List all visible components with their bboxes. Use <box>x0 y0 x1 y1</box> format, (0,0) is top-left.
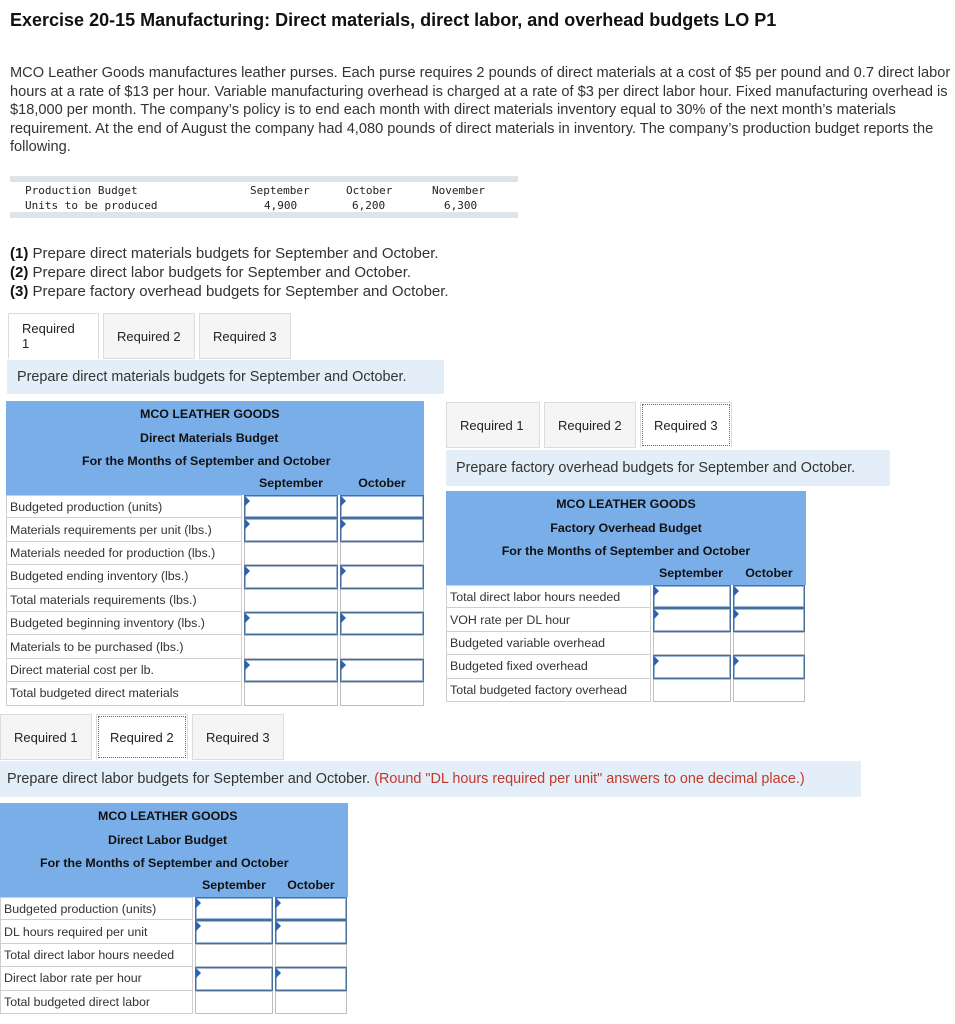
budget-period: For the Months of September and October <box>501 544 751 558</box>
input-marker-icon <box>196 898 201 908</box>
production-budget-table <box>10 176 518 218</box>
col-september: September <box>658 566 724 580</box>
october-input[interactable] <box>340 518 424 541</box>
row-label: Total budgeted direct labor <box>0 991 193 1014</box>
october-input[interactable] <box>275 967 347 990</box>
october-input[interactable] <box>733 585 805 608</box>
budget-row <box>446 655 805 678</box>
input-marker-icon <box>654 656 659 666</box>
budget-name: Factory Overhead Budget <box>550 521 702 535</box>
row-label: Budgeted fixed overhead <box>446 655 651 678</box>
input-marker-icon <box>245 613 250 623</box>
row-label: DL hours required per unit <box>0 920 193 943</box>
october-input[interactable] <box>340 589 424 612</box>
rounding-note: (Round "DL hours required per unit" answers to one decimal place.) <box>374 771 805 787</box>
row-label: Total budgeted factory overhead <box>446 679 651 702</box>
september-input[interactable] <box>244 565 338 588</box>
input-marker-icon <box>245 519 250 529</box>
direct-materials-budget <box>6 401 424 701</box>
row-label: Budgeted variable overhead <box>446 632 651 655</box>
col-september: September <box>201 878 267 892</box>
september-input[interactable] <box>244 495 338 518</box>
tab-required-3[interactable]: Required 3 <box>192 714 284 760</box>
labor-tabs <box>0 714 288 760</box>
row-label: VOH rate per DL hour <box>446 608 651 631</box>
input-marker-icon <box>341 660 346 670</box>
september-input[interactable] <box>244 612 338 635</box>
row-label: Budgeted ending inventory (lbs.) <box>6 565 242 588</box>
company-name: MCO LEATHER GOODS <box>98 809 238 823</box>
september-input[interactable] <box>195 897 273 920</box>
september-input[interactable] <box>195 967 273 990</box>
october-input[interactable] <box>275 991 347 1014</box>
row-label: Total direct labor hours needed <box>446 585 651 608</box>
october-input[interactable] <box>340 682 424 705</box>
materials-prompt: Prepare direct materials budgets for September and October. <box>7 360 444 394</box>
input-marker-icon <box>734 609 739 619</box>
col-september: September <box>250 184 310 197</box>
factory-overhead-budget <box>446 491 806 697</box>
october-input[interactable] <box>733 655 805 678</box>
input-marker-icon <box>245 566 250 576</box>
september-input[interactable] <box>195 991 273 1014</box>
input-marker-icon <box>654 609 659 619</box>
input-marker-icon <box>276 921 281 931</box>
tab-required-1[interactable]: Required 1 <box>8 313 99 359</box>
september-input[interactable] <box>244 518 338 541</box>
tab-required-3[interactable]: Required 3 <box>199 313 291 359</box>
budget-row <box>6 542 424 565</box>
value-november: 6,300 <box>444 199 478 212</box>
input-marker-icon <box>341 496 346 506</box>
october-input[interactable] <box>340 659 424 682</box>
tab-required-2[interactable]: Required 2 <box>96 714 188 760</box>
tab-required-3[interactable]: Required 3 <box>640 402 732 448</box>
budget-row <box>0 897 347 920</box>
row-label: Direct labor rate per hour <box>0 967 193 990</box>
tab-required-2[interactable]: Required 2 <box>544 402 636 448</box>
budget-row <box>446 632 805 655</box>
october-input[interactable] <box>275 944 347 967</box>
input-marker-icon <box>245 660 250 670</box>
september-input[interactable] <box>244 635 338 658</box>
tab-required-1[interactable]: Required 1 <box>446 402 540 448</box>
september-input[interactable] <box>195 920 273 943</box>
budget-period: For the Months of September and October <box>82 454 331 468</box>
input-marker-icon <box>341 519 346 529</box>
instruction-3: (3) Prepare factory overhead budgets for September and October. <box>10 283 449 300</box>
budget-row <box>6 589 424 612</box>
row-label: Materials requirements per unit (lbs.) <box>6 518 242 541</box>
labor-prompt: Prepare direct labor budgets for September and October. (Round "DL hours required per unit" answers to one decimal place.) <box>0 761 861 797</box>
row-label: Budgeted production (units) <box>0 897 193 920</box>
october-input[interactable] <box>340 635 424 658</box>
budget-row <box>6 565 424 588</box>
budget-row <box>0 920 347 943</box>
budget-row <box>6 635 424 658</box>
exercise-title: Exercise 20-15 Manufacturing: Direct materials, direct labor, and overhead budgets LO P1 <box>10 10 777 30</box>
company-name: MCO LEATHER GOODS <box>556 497 696 511</box>
overhead-prompt: Prepare factory overhead budgets for September and October. <box>446 450 890 486</box>
budget-row <box>446 679 805 702</box>
row-label: Direct material cost per lb. <box>6 659 242 682</box>
input-marker-icon <box>654 586 659 596</box>
budget-row <box>0 967 347 990</box>
budget-row <box>6 495 424 518</box>
september-input[interactable] <box>244 589 338 612</box>
units-produced-label: Units to be produced <box>25 199 158 212</box>
company-name: MCO LEATHER GOODS <box>140 407 280 421</box>
col-november: November <box>432 184 485 197</box>
value-september: 4,900 <box>264 199 298 212</box>
tab-required-1[interactable]: Required 1 <box>0 714 92 760</box>
september-input[interactable] <box>195 944 273 967</box>
budget-name: Direct Labor Budget <box>108 833 228 847</box>
budget-row <box>6 659 424 682</box>
input-marker-icon <box>245 496 250 506</box>
direct-labor-budget <box>0 803 348 1009</box>
budget-row <box>446 608 805 631</box>
october-input[interactable] <box>340 495 424 518</box>
october-input[interactable] <box>733 679 805 702</box>
budget-row <box>6 518 424 541</box>
materials-tabs <box>8 313 295 359</box>
col-october: October <box>287 878 335 892</box>
row-label: Budgeted production (units) <box>6 495 242 518</box>
col-october: October <box>358 476 406 490</box>
september-input[interactable] <box>653 608 731 631</box>
tab-required-2[interactable]: Required 2 <box>103 313 195 359</box>
value-october: 6,200 <box>352 199 386 212</box>
row-label: Total budgeted direct materials <box>6 682 242 705</box>
budget-row <box>6 612 424 635</box>
budget-row <box>446 585 805 608</box>
row-label: Materials needed for production (lbs.) <box>6 542 242 565</box>
october-input[interactable] <box>340 565 424 588</box>
production-budget-title: Production Budget <box>25 184 138 197</box>
september-input[interactable] <box>653 585 731 608</box>
budget-name: Direct Materials Budget <box>140 431 279 445</box>
input-marker-icon <box>276 898 281 908</box>
input-marker-icon <box>196 968 201 978</box>
row-label: Total materials requirements (lbs.) <box>6 589 242 612</box>
input-marker-icon <box>196 921 201 931</box>
budget-row <box>0 944 347 967</box>
october-input[interactable] <box>275 897 347 920</box>
row-label: Budgeted beginning inventory (lbs.) <box>6 612 242 635</box>
budget-period: For the Months of September and October <box>40 856 289 870</box>
problem-text: MCO Leather Goods manufactures leather purses. Each purse requires 2 pounds of direct materials at a cost of $5 per pound and 0.7 direct labor hours at a rate of $13 per hour. Variable manufacturing overhead is charged at a rate of $3 per direct labor hour. Fixed manufacturing overhead is $18,000 per month. The company’s policy is to end each month with direct materials inventory equal to 30% of the next month’s materials requirement. At the end of August the company had 4,080 pounds of direct materials in inventory. The company’s production budget reports the following. <box>10 65 951 155</box>
col-october: October <box>745 566 793 580</box>
overhead-tabs <box>446 402 736 448</box>
october-input[interactable] <box>340 612 424 635</box>
input-marker-icon <box>341 566 346 576</box>
row-label: Materials to be purchased (lbs.) <box>6 635 242 658</box>
instruction-2: (2) Prepare direct labor budgets for September and October. <box>10 264 412 281</box>
instruction-1: (1) Prepare direct materials budgets for September and October. <box>10 245 439 262</box>
september-input[interactable] <box>244 659 338 682</box>
budget-row <box>0 991 347 1014</box>
september-input[interactable] <box>244 682 338 705</box>
budget-row <box>6 682 424 705</box>
september-input[interactable] <box>653 632 731 655</box>
input-marker-icon <box>276 968 281 978</box>
input-marker-icon <box>734 656 739 666</box>
col-september: September <box>258 476 324 490</box>
september-input[interactable] <box>244 542 338 565</box>
row-label: Total direct labor hours needed <box>0 944 193 967</box>
september-input[interactable] <box>653 655 731 678</box>
input-marker-icon <box>734 586 739 596</box>
october-input[interactable] <box>275 920 347 943</box>
october-input[interactable] <box>733 608 805 631</box>
col-october: October <box>346 184 393 197</box>
input-marker-icon <box>341 613 346 623</box>
instructions <box>10 244 449 301</box>
october-input[interactable] <box>733 632 805 655</box>
september-input[interactable] <box>653 679 731 702</box>
october-input[interactable] <box>340 542 424 565</box>
